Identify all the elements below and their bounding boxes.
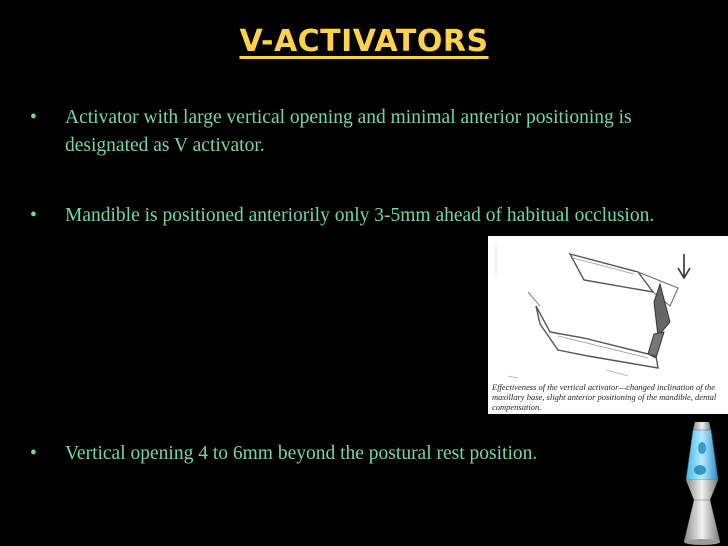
bullet-marker: • [30, 443, 37, 464]
bullet-item [30, 440, 670, 468]
lava-lamp-icon [680, 420, 724, 546]
bullet-marker: • [30, 107, 37, 128]
activator-figure [488, 236, 728, 414]
bullet-text: Vertical opening 4 to 6mm beyond the postural rest position. [65, 443, 538, 464]
bullet-marker: • [30, 205, 37, 226]
bullet-text: Activator with large vertical opening and minimal anterior positioning is designated as V activator. [65, 107, 632, 156]
slide-title: V-ACTIVATORS [239, 24, 489, 59]
bullet-text: Mandible is positioned anteriorily only 3-5mm ahead of habitual occlusion. [65, 205, 655, 226]
bullet-item [30, 202, 670, 230]
bullet-item [30, 104, 670, 160]
figure-caption: Effectiveness of the vertical activator—changed inclination of the maxillary base, slight anterior positioning of the mandible, dental compensation. [492, 382, 717, 412]
